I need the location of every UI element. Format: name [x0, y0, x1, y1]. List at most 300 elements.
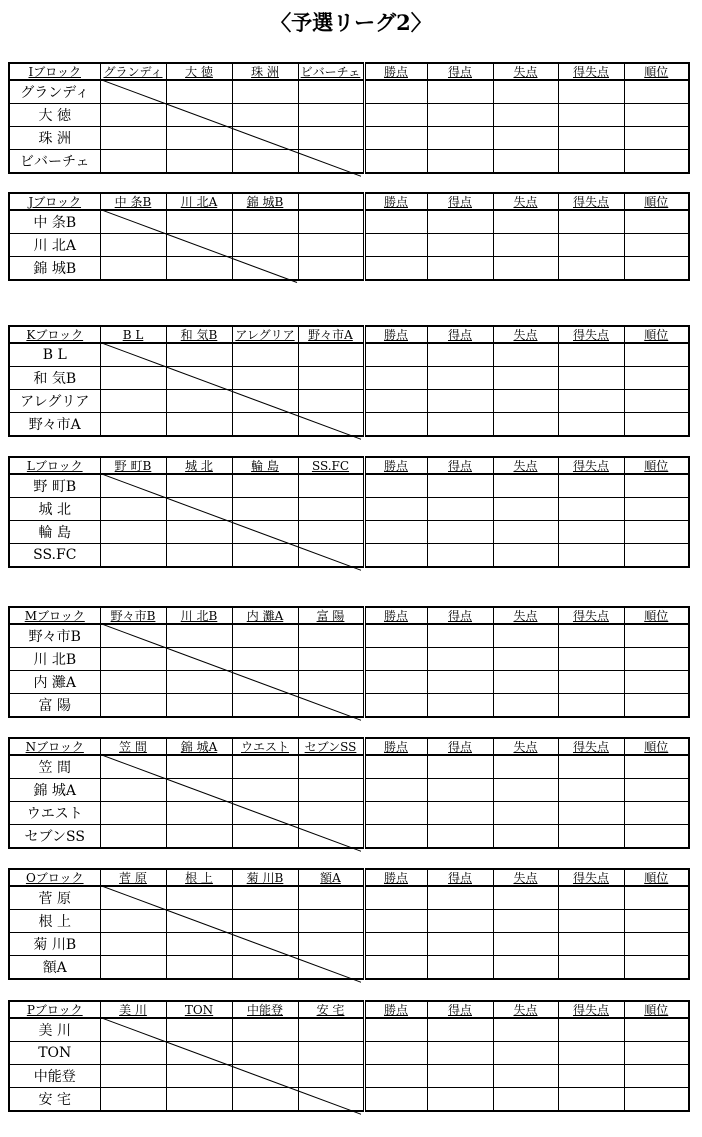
stat-cell[interactable]: [364, 498, 427, 521]
stat-cell[interactable]: [364, 257, 427, 281]
stat-cell[interactable]: [427, 624, 493, 648]
stat-cell[interactable]: [493, 104, 558, 127]
result-cell[interactable]: [298, 1065, 364, 1088]
stat-cell[interactable]: [364, 210, 427, 234]
stat-cell[interactable]: [364, 474, 427, 498]
stat-cell[interactable]: [427, 343, 493, 367]
stat-cell[interactable]: [558, 886, 624, 910]
stat-cell[interactable]: [624, 104, 689, 127]
stat-cell[interactable]: [624, 755, 689, 779]
stat-cell[interactable]: [558, 127, 624, 150]
result-cell[interactable]: [166, 956, 232, 980]
stat-cell[interactable]: [427, 755, 493, 779]
stat-cell[interactable]: [624, 234, 689, 257]
result-cell[interactable]: [166, 544, 232, 568]
stat-cell[interactable]: [427, 910, 493, 933]
stat-cell[interactable]: [427, 234, 493, 257]
result-cell[interactable]: [232, 933, 298, 956]
stat-cell[interactable]: [364, 933, 427, 956]
stat-cell[interactable]: [558, 544, 624, 568]
result-cell[interactable]: [232, 1065, 298, 1088]
stat-cell[interactable]: [493, 1065, 558, 1088]
stat-cell[interactable]: [493, 150, 558, 174]
result-cell[interactable]: [232, 544, 298, 568]
result-cell[interactable]: [232, 755, 298, 779]
result-cell[interactable]: [232, 413, 298, 437]
result-cell[interactable]: [166, 210, 232, 234]
stat-cell[interactable]: [364, 956, 427, 980]
stat-cell[interactable]: [427, 127, 493, 150]
result-cell[interactable]: [166, 802, 232, 825]
result-cell[interactable]: [100, 521, 166, 544]
result-cell[interactable]: [232, 127, 298, 150]
stat-cell[interactable]: [558, 104, 624, 127]
team-row: [9, 234, 689, 257]
team-row: [9, 624, 689, 648]
result-cell[interactable]: [232, 234, 298, 257]
stat-cell[interactable]: [624, 150, 689, 174]
result-cell[interactable]: [166, 1088, 232, 1112]
stat-cell[interactable]: [624, 779, 689, 802]
result-cell[interactable]: [100, 956, 166, 980]
stat-cell[interactable]: [493, 127, 558, 150]
team-name: 根 上: [9, 910, 100, 933]
stat-cell[interactable]: [493, 413, 558, 437]
stat-cell[interactable]: [427, 825, 493, 849]
result-cell[interactable]: [232, 343, 298, 367]
result-cell[interactable]: [232, 521, 298, 544]
result-cell[interactable]: [166, 80, 232, 104]
stat-cell[interactable]: [364, 150, 427, 174]
stat-cell[interactable]: [364, 390, 427, 413]
stat-cell[interactable]: [624, 1018, 689, 1042]
stat-cell[interactable]: [427, 390, 493, 413]
result-cell[interactable]: [232, 1042, 298, 1065]
result-cell[interactable]: [100, 910, 166, 933]
result-cell[interactable]: [232, 671, 298, 694]
stat-cell[interactable]: [558, 648, 624, 671]
team-row: [9, 150, 689, 174]
result-cell[interactable]: [100, 1088, 166, 1112]
stat-cell[interactable]: [624, 210, 689, 234]
stat-cell[interactable]: [427, 498, 493, 521]
opponent-header: アレグリア: [232, 326, 298, 343]
stat-cell[interactable]: [558, 234, 624, 257]
stat-cell[interactable]: [364, 1018, 427, 1042]
result-cell[interactable]: [100, 671, 166, 694]
result-cell[interactable]: [298, 886, 364, 910]
stat-cell[interactable]: [624, 1088, 689, 1112]
stat-cell[interactable]: [364, 1065, 427, 1088]
result-cell[interactable]: [166, 150, 232, 174]
result-cell[interactable]: [232, 910, 298, 933]
stat-cell[interactable]: [558, 390, 624, 413]
stat-cell[interactable]: [558, 910, 624, 933]
result-cell[interactable]: [232, 802, 298, 825]
stat-cell[interactable]: [558, 521, 624, 544]
stat-header: 失点: [493, 326, 558, 343]
stat-cell[interactable]: [364, 80, 427, 104]
stat-cell[interactable]: [558, 694, 624, 718]
stat-cell[interactable]: [558, 1088, 624, 1112]
stat-cell[interactable]: [364, 886, 427, 910]
result-cell[interactable]: [298, 80, 364, 104]
result-cell[interactable]: [298, 521, 364, 544]
stat-cell[interactable]: [558, 210, 624, 234]
result-cell[interactable]: [298, 1018, 364, 1042]
result-cell[interactable]: [232, 886, 298, 910]
stat-cell[interactable]: [493, 521, 558, 544]
stat-cell[interactable]: [427, 80, 493, 104]
stat-cell[interactable]: [558, 80, 624, 104]
stat-cell[interactable]: [364, 413, 427, 437]
stat-cell[interactable]: [493, 956, 558, 980]
result-cell[interactable]: [100, 367, 166, 390]
stat-cell[interactable]: [427, 104, 493, 127]
stat-cell[interactable]: [364, 104, 427, 127]
result-cell[interactable]: [298, 544, 364, 568]
result-cell[interactable]: [100, 257, 166, 281]
result-cell[interactable]: [232, 80, 298, 104]
result-cell[interactable]: [232, 498, 298, 521]
result-cell[interactable]: [232, 624, 298, 648]
stat-cell[interactable]: [493, 825, 558, 849]
stat-cell[interactable]: [427, 886, 493, 910]
result-cell[interactable]: [298, 474, 364, 498]
result-cell[interactable]: [298, 127, 364, 150]
result-cell[interactable]: [100, 498, 166, 521]
stat-cell[interactable]: [624, 1042, 689, 1065]
stat-cell[interactable]: [493, 802, 558, 825]
result-cell[interactable]: [166, 234, 232, 257]
stat-cell[interactable]: [558, 755, 624, 779]
stat-cell[interactable]: [558, 802, 624, 825]
result-cell[interactable]: [100, 755, 166, 779]
stat-cell[interactable]: [624, 910, 689, 933]
stat-cell[interactable]: [493, 1018, 558, 1042]
result-cell[interactable]: [100, 1018, 166, 1042]
stat-cell[interactable]: [493, 648, 558, 671]
stat-cell[interactable]: [493, 624, 558, 648]
stat-cell[interactable]: [493, 544, 558, 568]
stat-cell[interactable]: [427, 802, 493, 825]
opponent-header: 安 宅: [298, 1001, 364, 1018]
result-cell[interactable]: [232, 779, 298, 802]
stat-cell[interactable]: [558, 474, 624, 498]
stat-cell[interactable]: [493, 80, 558, 104]
result-cell[interactable]: [298, 210, 364, 234]
stat-cell[interactable]: [624, 1065, 689, 1088]
stat-cell[interactable]: [493, 910, 558, 933]
result-cell[interactable]: [232, 1018, 298, 1042]
result-cell[interactable]: [166, 521, 232, 544]
result-cell[interactable]: [298, 910, 364, 933]
stat-cell[interactable]: [493, 234, 558, 257]
result-cell[interactable]: [166, 779, 232, 802]
stat-cell[interactable]: [427, 779, 493, 802]
stat-cell[interactable]: [624, 474, 689, 498]
result-cell[interactable]: [298, 257, 364, 281]
result-cell[interactable]: [100, 390, 166, 413]
result-cell[interactable]: [166, 648, 232, 671]
opponent-header: 珠 洲: [232, 63, 298, 80]
result-cell[interactable]: [166, 825, 232, 849]
stat-cell[interactable]: [624, 694, 689, 718]
stat-cell[interactable]: [624, 127, 689, 150]
stat-cell[interactable]: [558, 498, 624, 521]
result-cell[interactable]: [166, 257, 232, 281]
result-cell[interactable]: [100, 933, 166, 956]
stat-cell[interactable]: [624, 825, 689, 849]
stat-cell[interactable]: [427, 150, 493, 174]
result-cell[interactable]: [232, 257, 298, 281]
stat-cell[interactable]: [364, 127, 427, 150]
result-cell[interactable]: [298, 779, 364, 802]
stat-cell[interactable]: [493, 257, 558, 281]
stat-cell[interactable]: [624, 498, 689, 521]
result-cell[interactable]: [166, 390, 232, 413]
team-row: [9, 1088, 689, 1112]
stat-cell[interactable]: [558, 343, 624, 367]
stat-cell[interactable]: [558, 1065, 624, 1088]
result-cell[interactable]: [100, 343, 166, 367]
stat-cell[interactable]: [427, 521, 493, 544]
stat-cell[interactable]: [493, 779, 558, 802]
stat-cell[interactable]: [427, 933, 493, 956]
stat-cell[interactable]: [364, 367, 427, 390]
stat-cell[interactable]: [364, 343, 427, 367]
team-row: [9, 910, 689, 933]
stat-cell[interactable]: [364, 755, 427, 779]
result-cell[interactable]: [100, 127, 166, 150]
result-cell[interactable]: [298, 648, 364, 671]
stat-cell[interactable]: [427, 648, 493, 671]
result-cell[interactable]: [166, 413, 232, 437]
result-cell[interactable]: [166, 910, 232, 933]
stat-cell[interactable]: [493, 498, 558, 521]
result-cell[interactable]: [298, 104, 364, 127]
stat-cell[interactable]: [364, 671, 427, 694]
stat-cell[interactable]: [427, 1018, 493, 1042]
result-cell[interactable]: [298, 367, 364, 390]
result-cell[interactable]: [298, 825, 364, 849]
result-cell[interactable]: [298, 1042, 364, 1065]
team-row: [9, 648, 689, 671]
stat-cell[interactable]: [558, 933, 624, 956]
stat-cell[interactable]: [364, 779, 427, 802]
stat-cell[interactable]: [427, 210, 493, 234]
stat-cell[interactable]: [493, 210, 558, 234]
stat-cell[interactable]: [558, 825, 624, 849]
result-cell[interactable]: [232, 956, 298, 980]
stat-cell[interactable]: [427, 367, 493, 390]
stat-cell[interactable]: [493, 1088, 558, 1112]
stat-cell[interactable]: [624, 802, 689, 825]
stat-cell[interactable]: [364, 1042, 427, 1065]
stat-cell[interactable]: [364, 521, 427, 544]
stat-cell[interactable]: [364, 825, 427, 849]
result-cell[interactable]: [166, 694, 232, 718]
stat-cell[interactable]: [624, 343, 689, 367]
result-cell[interactable]: [100, 80, 166, 104]
result-cell[interactable]: [166, 1018, 232, 1042]
result-cell[interactable]: [298, 933, 364, 956]
block-name: Iブロック: [9, 63, 100, 80]
stat-cell[interactable]: [427, 956, 493, 980]
stat-cell[interactable]: [364, 910, 427, 933]
result-cell[interactable]: [100, 825, 166, 849]
stat-cell[interactable]: [558, 150, 624, 174]
result-cell[interactable]: [298, 802, 364, 825]
result-cell[interactable]: [166, 498, 232, 521]
stat-cell[interactable]: [427, 694, 493, 718]
stat-cell[interactable]: [624, 648, 689, 671]
result-cell[interactable]: [166, 886, 232, 910]
result-cell[interactable]: [100, 1065, 166, 1088]
stat-cell[interactable]: [558, 1018, 624, 1042]
result-cell[interactable]: [298, 755, 364, 779]
stat-cell[interactable]: [427, 257, 493, 281]
result-cell[interactable]: [298, 1088, 364, 1112]
stat-cell[interactable]: [493, 367, 558, 390]
stat-cell[interactable]: [427, 413, 493, 437]
result-cell[interactable]: [298, 234, 364, 257]
result-cell[interactable]: [232, 1088, 298, 1112]
stat-cell[interactable]: [624, 257, 689, 281]
result-cell[interactable]: [100, 648, 166, 671]
block-name: Mブロック: [9, 607, 100, 624]
result-cell[interactable]: [166, 343, 232, 367]
result-cell[interactable]: [298, 390, 364, 413]
result-cell[interactable]: [100, 150, 166, 174]
stat-cell[interactable]: [364, 624, 427, 648]
stat-cell[interactable]: [558, 367, 624, 390]
opponent-header: セブンSS: [298, 738, 364, 755]
result-cell[interactable]: [232, 825, 298, 849]
result-cell[interactable]: [100, 802, 166, 825]
result-cell[interactable]: [100, 694, 166, 718]
stat-cell[interactable]: [558, 413, 624, 437]
result-cell[interactable]: [166, 127, 232, 150]
stat-cell[interactable]: [493, 390, 558, 413]
result-cell[interactable]: [100, 1042, 166, 1065]
result-cell[interactable]: [166, 367, 232, 390]
result-cell[interactable]: [100, 624, 166, 648]
result-cell[interactable]: [166, 933, 232, 956]
stat-cell[interactable]: [624, 956, 689, 980]
stat-cell[interactable]: [624, 521, 689, 544]
result-cell[interactable]: [100, 413, 166, 437]
stat-cell[interactable]: [364, 544, 427, 568]
result-cell[interactable]: [298, 624, 364, 648]
stat-cell[interactable]: [624, 624, 689, 648]
result-cell[interactable]: [232, 104, 298, 127]
stat-cell[interactable]: [624, 80, 689, 104]
result-cell[interactable]: [232, 648, 298, 671]
result-cell[interactable]: [166, 474, 232, 498]
stat-cell[interactable]: [558, 624, 624, 648]
stat-cell[interactable]: [493, 694, 558, 718]
result-cell[interactable]: [100, 474, 166, 498]
stat-cell[interactable]: [558, 956, 624, 980]
stat-cell[interactable]: [624, 933, 689, 956]
stat-cell[interactable]: [364, 1088, 427, 1112]
result-cell[interactable]: [166, 104, 232, 127]
stat-cell[interactable]: [427, 1065, 493, 1088]
result-cell[interactable]: [166, 1065, 232, 1088]
stat-cell[interactable]: [427, 671, 493, 694]
team-row: [9, 802, 689, 825]
opponent-header: グランディ: [100, 63, 166, 80]
result-cell[interactable]: [166, 755, 232, 779]
stat-cell[interactable]: [364, 234, 427, 257]
result-cell[interactable]: [298, 956, 364, 980]
team-name: グランディ: [9, 80, 100, 104]
result-cell[interactable]: [100, 234, 166, 257]
result-cell[interactable]: [232, 694, 298, 718]
result-cell[interactable]: [298, 343, 364, 367]
stat-cell[interactable]: [427, 474, 493, 498]
stat-cell[interactable]: [558, 779, 624, 802]
stat-cell[interactable]: [493, 671, 558, 694]
stat-cell[interactable]: [624, 413, 689, 437]
stat-cell[interactable]: [493, 474, 558, 498]
stat-cell[interactable]: [364, 802, 427, 825]
stat-cell[interactable]: [558, 1042, 624, 1065]
stat-cell[interactable]: [493, 933, 558, 956]
result-cell[interactable]: [232, 390, 298, 413]
result-cell[interactable]: [232, 474, 298, 498]
result-cell[interactable]: [166, 1042, 232, 1065]
stat-cell[interactable]: [624, 671, 689, 694]
stat-cell[interactable]: [624, 390, 689, 413]
result-cell[interactable]: [100, 544, 166, 568]
stat-cell[interactable]: [624, 367, 689, 390]
result-cell[interactable]: [232, 367, 298, 390]
stat-cell[interactable]: [493, 1042, 558, 1065]
result-cell[interactable]: [100, 779, 166, 802]
stat-cell[interactable]: [493, 343, 558, 367]
result-cell[interactable]: [100, 210, 166, 234]
stat-cell[interactable]: [427, 1088, 493, 1112]
opponent-header: 川 北A: [166, 193, 232, 210]
result-cell[interactable]: [232, 150, 298, 174]
result-cell[interactable]: [100, 104, 166, 127]
stat-cell[interactable]: [624, 544, 689, 568]
stat-cell[interactable]: [558, 671, 624, 694]
result-cell[interactable]: [298, 498, 364, 521]
result-cell[interactable]: [298, 694, 364, 718]
stat-cell[interactable]: [558, 257, 624, 281]
stat-cell[interactable]: [493, 755, 558, 779]
opponent-header: 菊 川B: [232, 869, 298, 886]
stat-cell[interactable]: [427, 1042, 493, 1065]
league-table: [8, 868, 690, 980]
result-cell[interactable]: [166, 624, 232, 648]
stat-header: 順位: [624, 326, 689, 343]
stat-cell[interactable]: [364, 694, 427, 718]
result-cell[interactable]: [232, 210, 298, 234]
stat-cell[interactable]: [493, 886, 558, 910]
stat-cell[interactable]: [624, 886, 689, 910]
result-cell[interactable]: [298, 671, 364, 694]
stat-cell[interactable]: [427, 544, 493, 568]
result-cell[interactable]: [298, 150, 364, 174]
result-cell[interactable]: [100, 886, 166, 910]
result-cell[interactable]: [166, 671, 232, 694]
stat-cell[interactable]: [364, 648, 427, 671]
result-cell[interactable]: [298, 413, 364, 437]
